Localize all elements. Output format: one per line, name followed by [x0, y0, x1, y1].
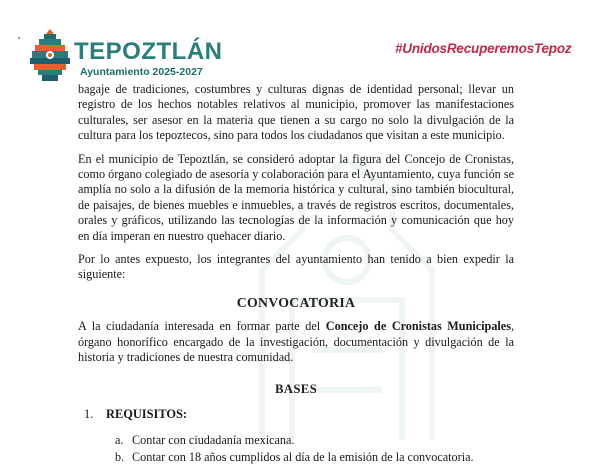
intro-text: A la ciudadanía interesada en formar parte del — [78, 319, 326, 334]
campaign-hashtag: #UnidosRecuperemosTepoz — [395, 41, 572, 56]
requirements-number: 1. — [84, 406, 94, 421]
item-text: Contar con ciudadanía mexicana. — [132, 433, 295, 448]
bases-title: BASES — [274, 381, 318, 396]
list-item — [115, 433, 514, 448]
concejo-name: Concejo de Cronistas Municipales — [325, 319, 511, 334]
paragraph: En el municipio de Tepoztlán, se consideró adoptar la figura del Concejo de Cronistas, como órgano colegiado de asesoría y colaboración para el Ayuntamiento, cuya función se amplía no solo a la difusión de la memoria histórica y cultural, sino también biocultural, de paisajes, de bienes muebles e inmuebles, a través de registros escritos, documentales, orales y gráficos, utilizando las tecnologías de la información y comunicación que hoy en día imperan en nuestro quehacer diario. — [78, 151, 514, 243]
letterhead — [0, 0, 600, 88]
convocatoria-intro — [78, 319, 514, 365]
item-text: Contar con 18 años cumplidos al día de la emisión de la convocatoria. — [132, 449, 474, 464]
item-letter: b. — [115, 449, 125, 464]
brand-subtitle: Ayuntamiento 2025-2027 — [80, 66, 203, 78]
convocatoria-title: CONVOCATORIA — [236, 294, 356, 310]
scan-speck — [18, 37, 20, 39]
document-body — [78, 82, 514, 466]
paragraph: Por lo antes expuesto, los integrantes del ayuntamiento han tenido a bien expedir la siguiente: — [78, 252, 514, 282]
tepoztlan-emblem-icon — [30, 28, 70, 82]
requirements-heading — [84, 407, 514, 422]
brand-name: TEPOZTLÁN — [74, 38, 223, 65]
item-letter: a. — [115, 433, 124, 448]
requirements-title: REQUISITOS: — [106, 406, 188, 421]
list-item — [115, 450, 514, 465]
paragraph: bagaje de tradiciones, costumbres y culturas dignas de identidad personal; llevar un registro de los hechos notables relativos al municipio, promover las manifestaciones culturales, ser asesor en la materia que tienen a su cargo no solo la divulgación de la cultura para los tepoztecos, sino para todos los ciudadanos que visitan a este municipio. — [78, 82, 514, 143]
intro-text: , órgano honorífico encargado de la investigación, documentación y divulgación de la historia y tradiciones de nuestra comunidad. — [78, 319, 515, 365]
requirements-list — [115, 433, 514, 465]
